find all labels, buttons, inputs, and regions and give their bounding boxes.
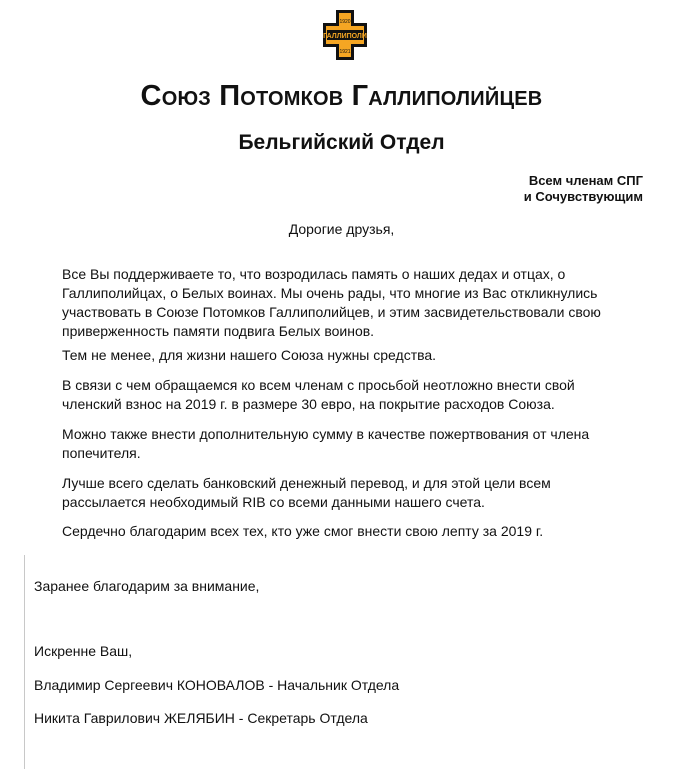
greeting: Дорогие друзья, bbox=[288, 221, 395, 237]
signer-2: Никита Гаврилович ЖЕЛЯБИН - Секретарь Отдела bbox=[34, 710, 368, 726]
body-line: Можно также внести дополнительную сумму в качестве пожертвования от члена bbox=[62, 426, 590, 442]
margin-line bbox=[24, 555, 25, 769]
body-line: В связи с чем обращаемся ко всем членам с просьбой неотложно внести свой bbox=[62, 377, 575, 393]
recipient-line: и Сочувствующим bbox=[523, 189, 643, 204]
svg-text:1921: 1921 bbox=[339, 49, 351, 55]
body-line: попечителя. bbox=[62, 445, 141, 461]
body-line: Тем не менее, для жизни нашего Союза нужны средства. bbox=[62, 347, 437, 363]
body-line: Лучше всего сделать банковский денежный перевод, и для этой цели всем bbox=[62, 475, 551, 491]
body-line: Все Вы поддерживаете то, что возродилась память о наших дедах и отцах, о bbox=[62, 266, 566, 282]
recipient-line: Всем членам СПГ bbox=[528, 173, 643, 188]
recipients bbox=[524, 173, 643, 205]
signer-1: Владимир Сергеевич КОНОВАЛОВ - Начальник Отдела bbox=[34, 677, 400, 693]
body-line: приверженность памяти подвига Белых воинов. bbox=[62, 323, 375, 339]
body-line: членский взнос на 2019 г. в размере 30 евро, на покрытие расходов Союза. bbox=[62, 396, 555, 412]
gallipoli-cross-logo bbox=[322, 9, 368, 61]
svg-text:1920: 1920 bbox=[339, 19, 351, 25]
body-line: Галлиполийцах, о Белых воинах. Мы очень рады, что многие из Вас откликнулись bbox=[62, 285, 598, 301]
page-subtitle: Бельгийский Отдел bbox=[238, 131, 445, 154]
body-line: рассылается необходимый RIB со всеми данными нашего счета. bbox=[62, 494, 485, 510]
page-title: Союз Потомков Галлиполийцев bbox=[140, 80, 543, 112]
closing-sincerely: Искренне Ваш, bbox=[34, 643, 133, 659]
body-line: Сердечно благодарим всех тех, кто уже смог внести свою лепту за 2019 г. bbox=[62, 523, 544, 539]
svg-text:ГАЛЛИПОЛИ: ГАЛЛИПОЛИ bbox=[323, 33, 367, 40]
body-line: участвовать в Союзе Потомков Галлиполийцев, и этим засвидетельствовали свою bbox=[62, 304, 601, 320]
closing-thanks: Заранее благодарим за внимание, bbox=[34, 578, 260, 594]
